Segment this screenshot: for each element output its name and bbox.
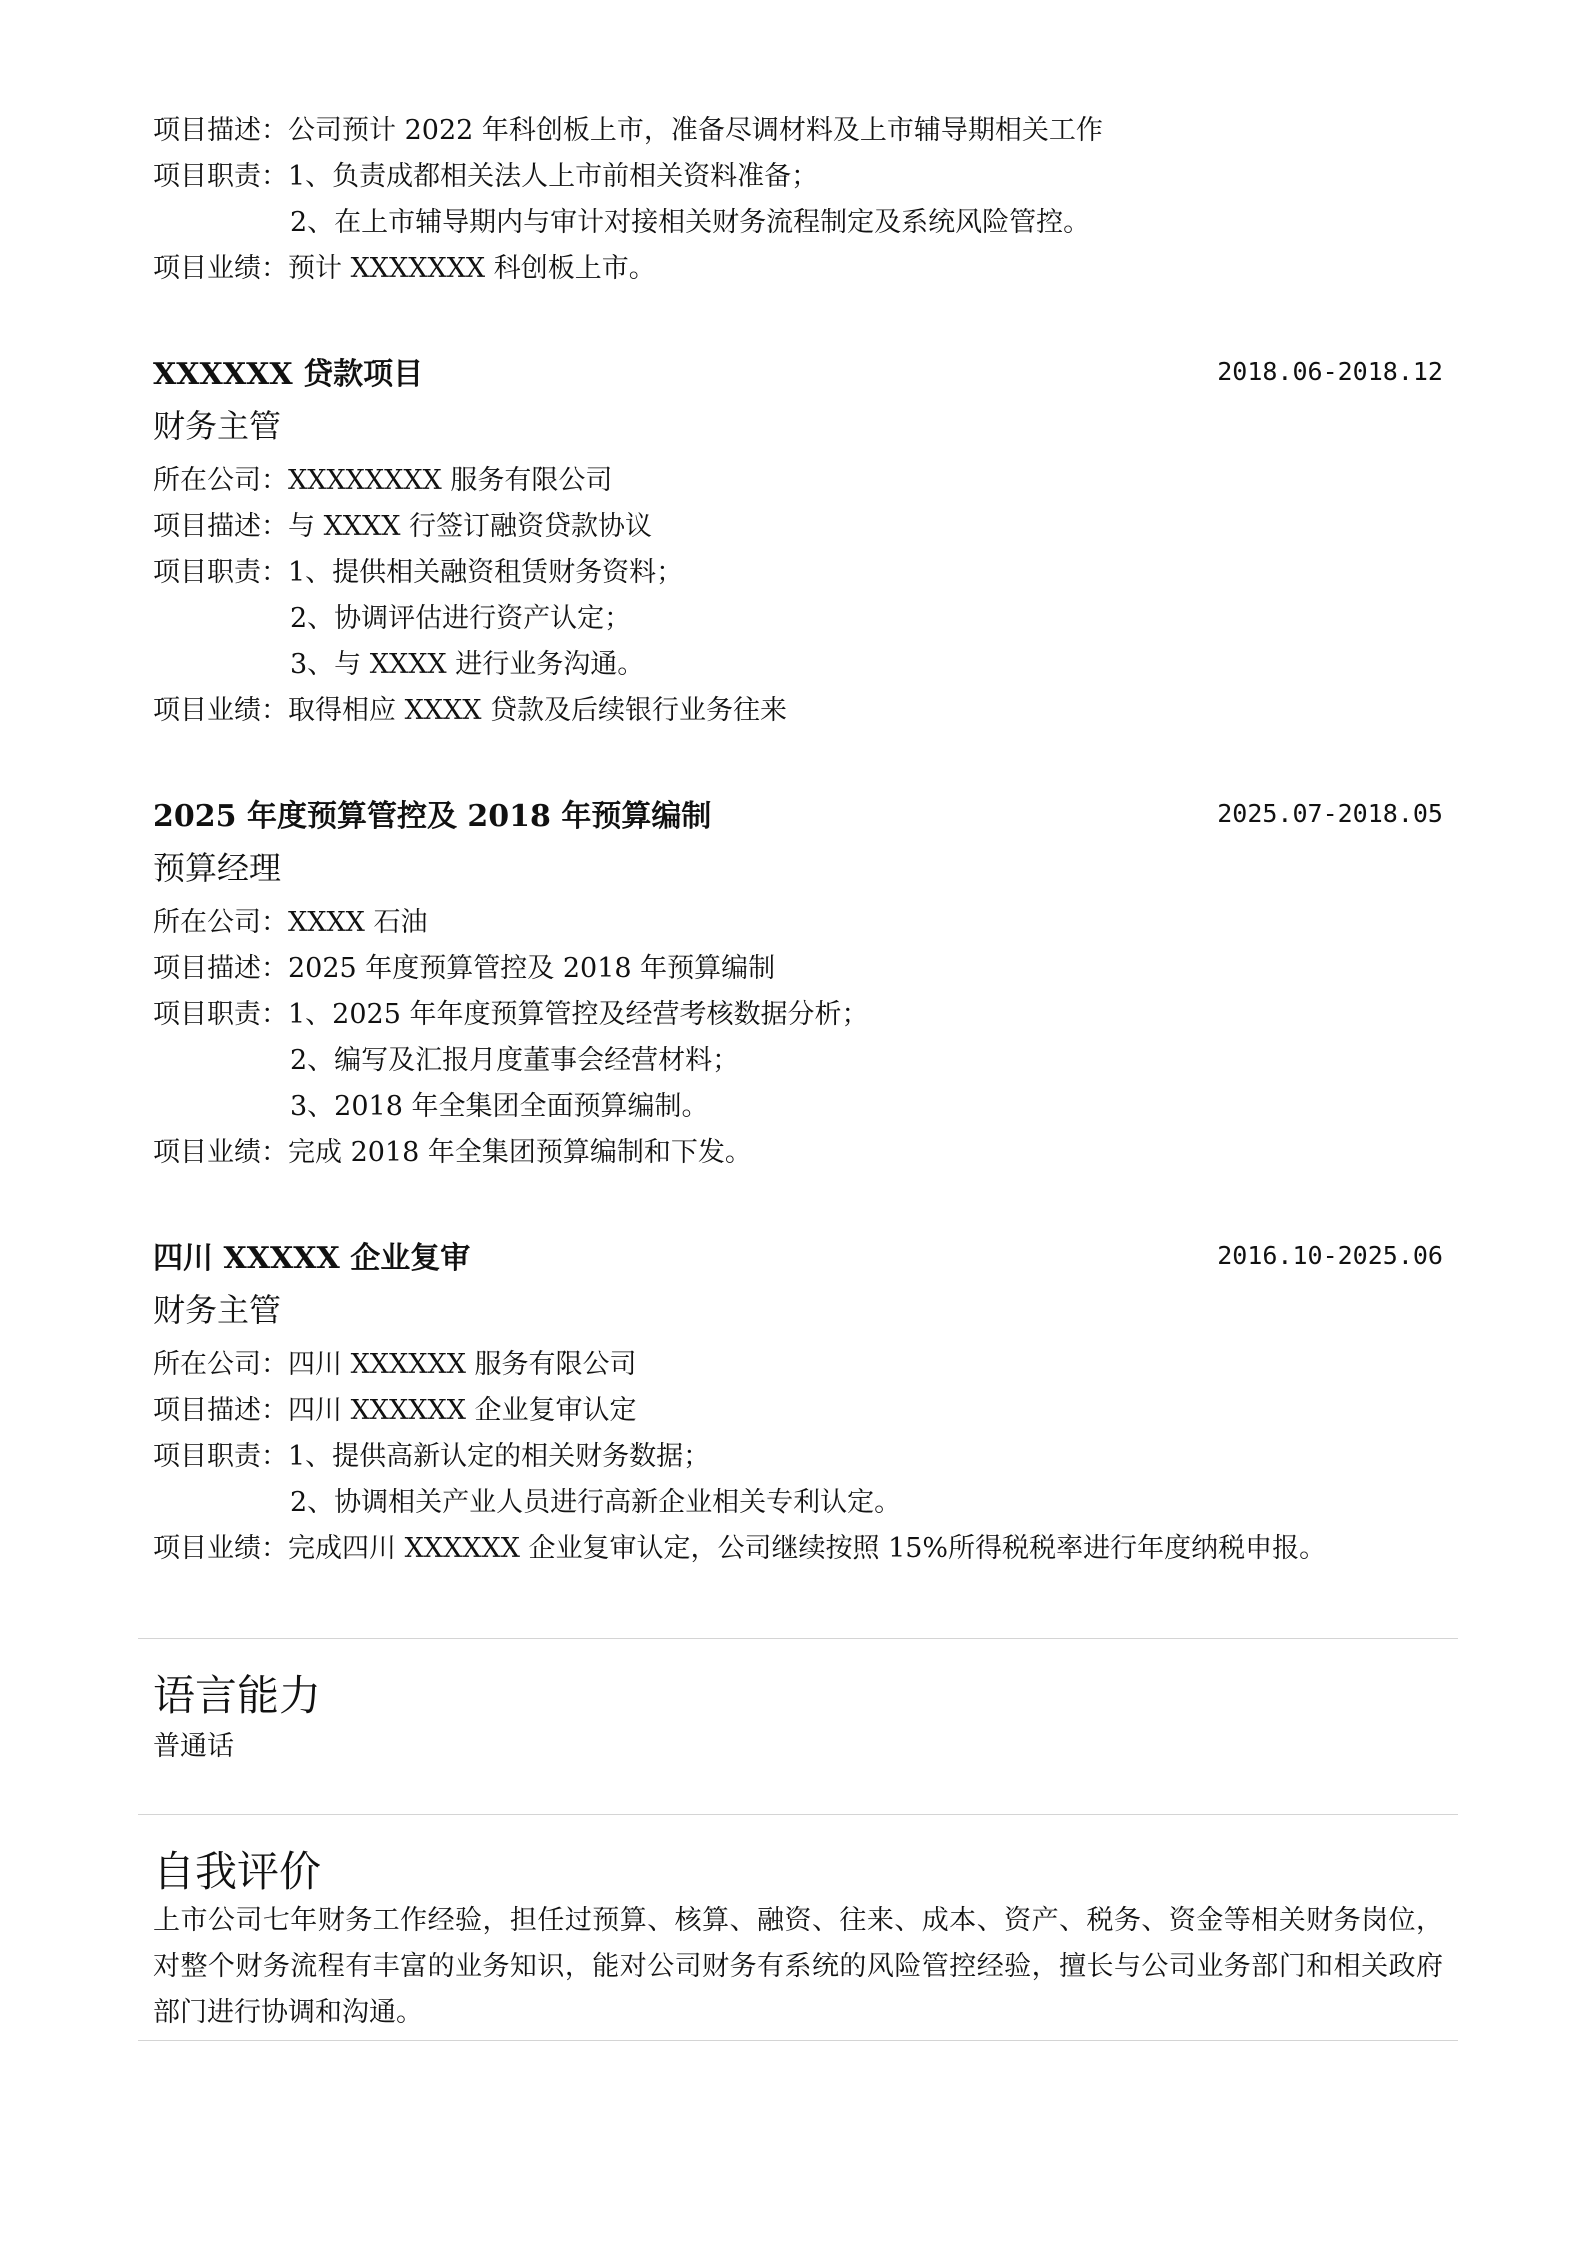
project-item <box>153 792 1443 1176</box>
project-desc: 项目描述：四川 XXXXXX 企业复审认定 <box>153 1395 637 1426</box>
section-title-self-evaluation: 自我评价 <box>153 1847 322 1896</box>
project-duty: 项目职责：1、2025 年年度预算管控及经营考核数据分析； <box>153 999 869 1030</box>
project-role: 财务主管 <box>153 407 282 445</box>
project-date: 2016.10-2025.06 <box>1217 1241 1443 1270</box>
project-item <box>153 1234 1443 1572</box>
project-desc: 项目描述：与 XXXX 行签订融资贷款协议 <box>153 511 653 542</box>
project-duty: 2、编写及汇报月度董事会经营材料； <box>290 1045 740 1076</box>
project-experience-list <box>153 108 1443 1572</box>
project-date: 2025.07-2018.05 <box>1217 799 1443 828</box>
project-item <box>153 350 1443 734</box>
project-duty: 项目职责：1、提供相关融资租赁财务资料； <box>153 557 684 588</box>
project-company: 所在公司：四川 XXXXXX 服务有限公司 <box>153 1349 637 1380</box>
self-evaluation-block <box>153 1898 1443 2036</box>
project-title: 2025 年度预算管控及 2018 年预算编制 <box>153 799 712 834</box>
project-duty: 项目职责：1、提供高新认定的相关财务数据； <box>153 1441 711 1472</box>
section-divider <box>138 1638 1458 1639</box>
project-title: 四川 XXXXX 企业复审 <box>153 1241 471 1276</box>
section-divider <box>138 1814 1458 1815</box>
project-desc: 项目描述：2025 年度预算管控及 2018 年预算编制 <box>153 953 776 984</box>
project-date: 2018.06-2018.12 <box>1217 357 1443 386</box>
project-role: 财务主管 <box>153 1291 282 1329</box>
project-result: 项目业绩：预计 XXXXXXX 科创板上市。 <box>153 253 656 284</box>
project-company: 所在公司：XXXXXXXX 服务有限公司 <box>153 465 613 496</box>
project-result: 项目业绩：取得相应 XXXX 贷款及后续银行业务往来 <box>153 695 788 726</box>
project-duty: 2、在上市辅导期内与审计对接相关财务流程制定及系统风险管控。 <box>290 207 1091 238</box>
project-title: XXXXXX 贷款项目 <box>153 357 424 392</box>
project-duty: 3、2018 年全集团全面预算编制。 <box>290 1091 709 1122</box>
project-duty: 2、协调相关产业人员进行高新企业相关专利认定。 <box>290 1487 902 1518</box>
section-divider <box>138 2040 1458 2041</box>
project-continued <box>153 108 1443 292</box>
self-evaluation-text: 上市公司七年财务工作经验，担任过预算、核算、融资、往来、成本、资产、税务、资金等相关财务岗位，对整个财务流程有丰富的业务知识，能对公司财务有系统的风险管控经验，擅长与公司业务部门和相关政府部门进行协调和沟通。 <box>153 1905 1443 2028</box>
project-duty: 2、协调评估进行资产认定； <box>290 603 632 634</box>
section-title-language: 语言能力 <box>153 1671 322 1720</box>
project-duty: 项目职责：1、负责成都相关法人上市前相关资料准备； <box>153 161 819 192</box>
language-value: 普通话 <box>153 1731 234 1762</box>
project-company: 所在公司：XXXX 石油 <box>153 907 428 938</box>
project-desc: 项目描述：公司预计 2022 年科创板上市，准备尽调材料及上市辅导期相关工作 <box>153 115 1103 146</box>
project-result: 项目业绩：完成四川 XXXXXX 企业复审认定，公司继续按照 15%所得税税率进行年度纳税申报。 <box>153 1533 1327 1564</box>
project-duty: 3、与 XXXX 进行业务沟通。 <box>290 649 645 680</box>
project-result: 项目业绩：完成 2018 年全集团预算编制和下发。 <box>153 1137 752 1168</box>
project-role: 预算经理 <box>153 849 282 887</box>
